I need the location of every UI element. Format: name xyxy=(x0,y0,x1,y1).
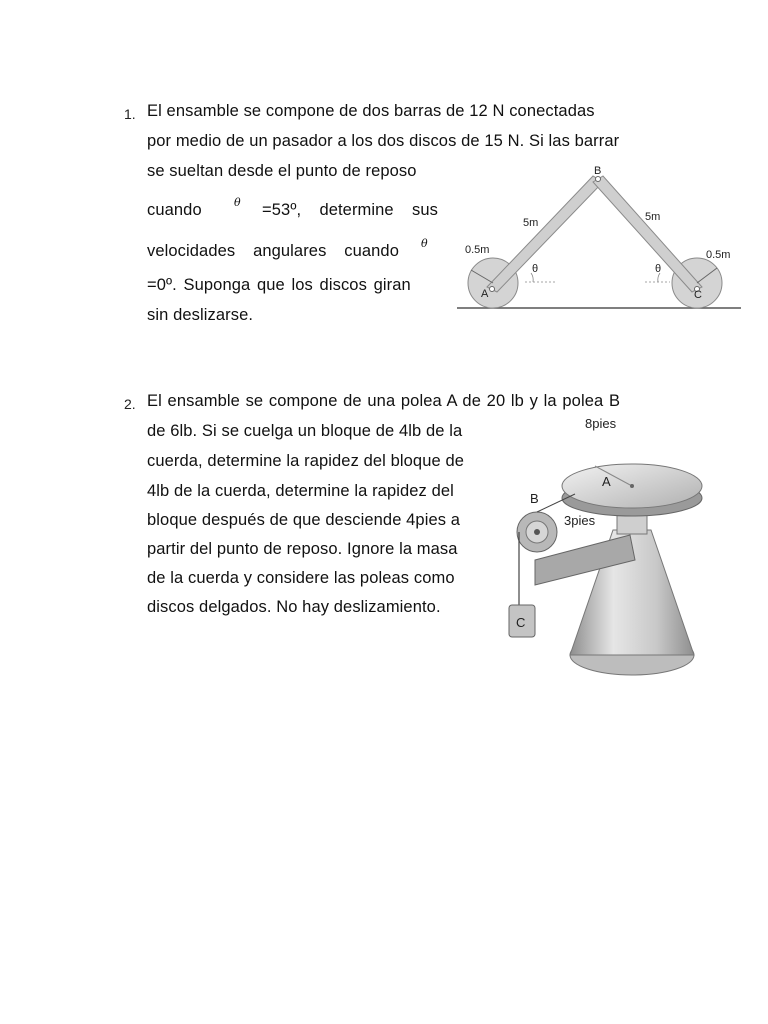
problem-2-line-2: de 6lb. Si se cuelga un bloque de 4lb de la xyxy=(147,422,463,440)
problem-1-line-1-text: El ensamble se compone de dos barras de 12 N conectadas xyxy=(147,102,595,120)
label-a: A xyxy=(481,288,489,300)
pin-b xyxy=(596,177,601,182)
problem-2-line-5: bloque después de que desciende 4pies a xyxy=(147,511,461,529)
pulley-a-center xyxy=(630,484,634,488)
problem-1-line-2: por medio de un pasador a los dos discos de 15 N. Si las barrar xyxy=(147,132,620,150)
word-determine: determine xyxy=(319,201,394,219)
bar-right xyxy=(593,176,702,292)
label-block-c: C xyxy=(516,615,526,630)
word-cuando-2: cuando xyxy=(344,242,399,260)
label-bar-left: 5m xyxy=(523,217,539,229)
problem-1-line-7: sin deslizarse. xyxy=(147,306,254,324)
bar-left xyxy=(487,176,603,292)
word-velocidades: velocidades xyxy=(147,242,236,260)
problem-2-line-1: El ensamble se compone de una polea A de 20 lb y la polea B xyxy=(147,392,621,410)
problem-1-line-5 xyxy=(147,242,399,261)
problem-1-line-6: =0º. Suponga que los discos giran xyxy=(147,276,411,294)
word-53deg: =53º, xyxy=(262,201,302,219)
label-pulley-b: B xyxy=(530,491,539,506)
pin-a xyxy=(490,287,495,292)
theta-symbol-2: θ xyxy=(421,237,428,250)
label-pulley-a: A xyxy=(602,474,611,489)
problem-1-line-4 xyxy=(147,201,438,220)
problem-2-line-4: 4lb de la cuerda, determine la rapidez del xyxy=(147,482,454,500)
label-3pies: 3pies xyxy=(564,513,596,528)
label-angle-left: θ xyxy=(532,263,539,275)
problem-2-line-3: cuerda, determine la rapidez del bloque de xyxy=(147,452,464,470)
label-8pies: 8pies xyxy=(585,416,617,431)
label-angle-right: θ xyxy=(655,263,662,275)
problem-2-line-6: partir del punto de reposo. Ignore la masa xyxy=(147,540,458,558)
figure-pulley-system xyxy=(505,410,725,685)
problem-2-line-8: discos delgados. No hay deslizamiento. xyxy=(147,598,441,616)
word-sus: sus xyxy=(412,201,438,219)
problem-1-line-1 xyxy=(147,102,658,121)
pulley-b-center xyxy=(534,529,540,535)
problem-1-line-3: se sueltan desde el punto de reposo xyxy=(147,162,417,180)
label-b: B xyxy=(594,165,602,177)
problem-2-number: 2. xyxy=(124,396,136,412)
problem-1-number: 1. xyxy=(124,106,136,122)
label-c: C xyxy=(694,289,702,301)
word-cuando: cuando xyxy=(147,201,202,219)
theta-symbol-1: θ xyxy=(234,196,241,209)
word-angulares: angulares xyxy=(253,242,327,260)
problem-2-line-7: de la cuerda y considere las poleas como xyxy=(147,569,455,587)
label-radius-right: 0.5m xyxy=(706,249,731,261)
figure-bars-discs xyxy=(455,160,745,315)
label-radius-left: 0.5m xyxy=(465,244,490,256)
label-bar-right: 5m xyxy=(645,211,661,223)
